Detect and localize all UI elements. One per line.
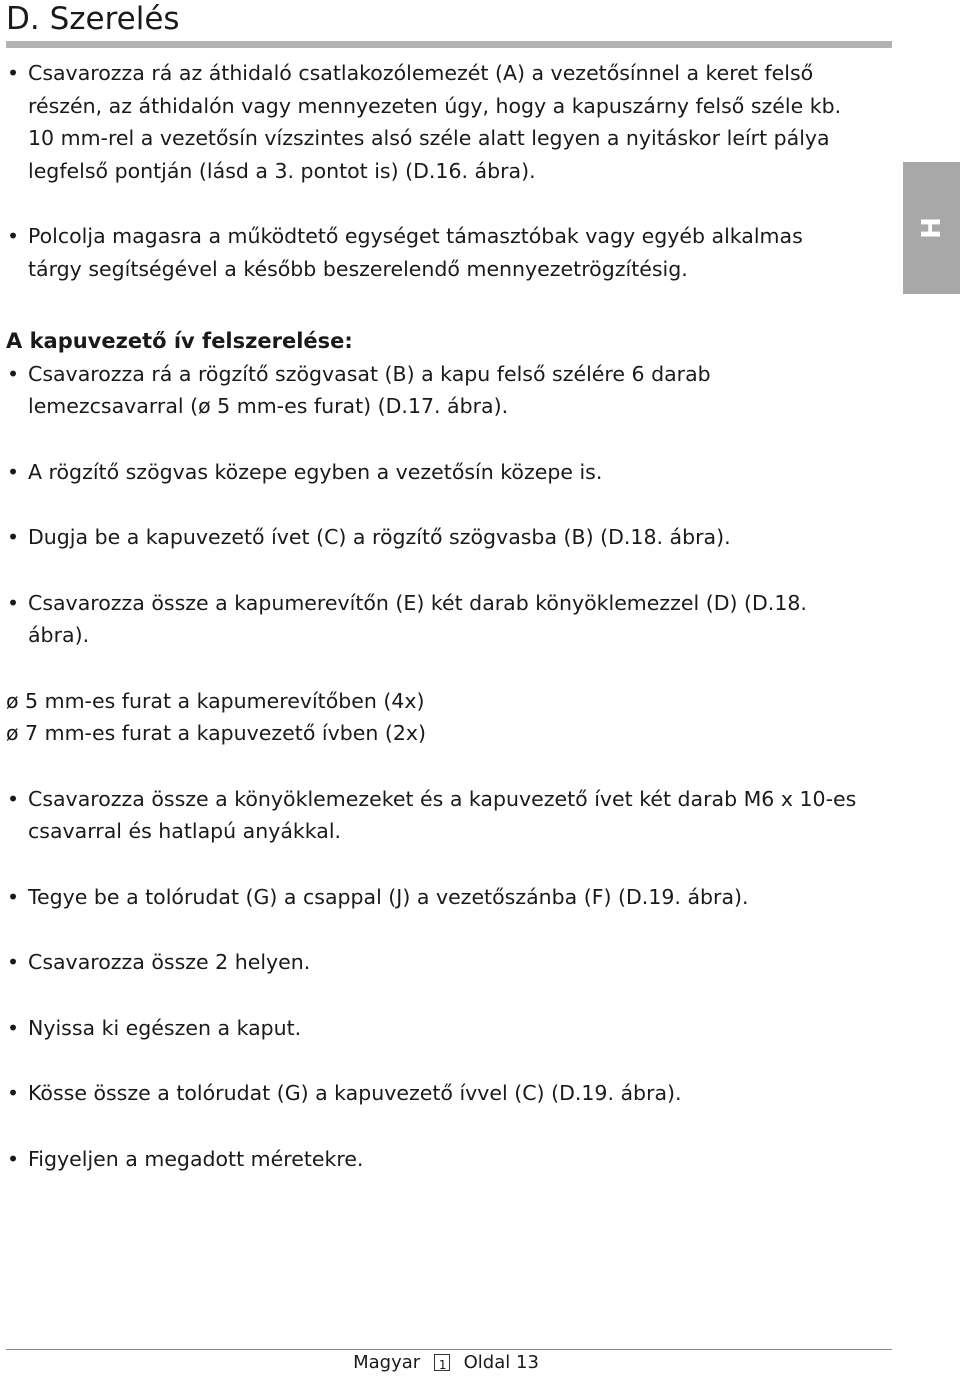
- hole-spec-line: ø 5 mm-es furat a kapumerevítőben (4x): [6, 688, 425, 713]
- bullet-icon: •: [7, 61, 20, 85]
- bullet-icon: •: [7, 590, 20, 615]
- bullet-icon: •: [7, 1015, 20, 1040]
- bullet-icon: •: [7, 950, 20, 974]
- bullet-icon: •: [7, 786, 20, 811]
- list-item: [6, 358, 861, 423]
- bullet-icon: •: [7, 224, 20, 248]
- page-title: D. Szerelés: [6, 1, 180, 37]
- section-heading: A kapuvezető ív felszerelése:: [6, 329, 353, 353]
- list-item-text: Csavarozza össze a kapumerevítőn (E) két darab könyöklemezzel (D) (D.18. ábra).: [28, 590, 807, 647]
- list-item-text: Dugja be a kapuvezető ívet (C) a rögzítő szögvasba (B) (D.18. ábra).: [28, 525, 731, 549]
- list-item-text: Kösse össze a tolórudat (G) a kapuvezető ívvel (C) (D.19. ábra).: [28, 1081, 682, 1105]
- list-item: [6, 521, 861, 554]
- list-item: [6, 783, 861, 848]
- bullet-icon: •: [7, 459, 20, 484]
- side-tab-label: H: [916, 217, 947, 239]
- list-item: [6, 587, 861, 652]
- footer-page-number: Oldal 13: [463, 1352, 539, 1373]
- list-item-text: Polcolja magasra a működtető egységet támasztóbak vagy egyéb alkalmas tárgy segítségével a később beszerelendő mennyezetrögzítésig.: [28, 224, 803, 281]
- list-item-text: A rögzítő szögvas közepe egyben a vezetősín közepe is.: [28, 459, 603, 484]
- language-side-tab: [903, 162, 960, 294]
- list-item-text: Csavarozza rá az áthidaló csatlakozólemezét (A) a vezetősínnel a keret felső részén, az áthidalón vagy mennyezeten úgy, hogy a kapuszárny felső széle kb. 10 mm-rel a vezetősín vízszintes alsó széle alatt legyen a nyitáskor leírt pálya legfelső pontján (lásd a 3. pontot is) (D.16. ábra).: [28, 61, 842, 183]
- list-item-text: Tegye be a tolórudat (G) a csappal (J) a vezetőszánba (F) (D.19. ábra).: [28, 884, 749, 909]
- list-item: [6, 57, 861, 187]
- list-item: [6, 220, 861, 285]
- list-item: [6, 946, 861, 979]
- list-item-text: Csavarozza össze 2 helyen.: [28, 950, 311, 974]
- list-item-text: Nyissa ki egészen a kaput.: [28, 1015, 302, 1040]
- bullet-icon: •: [7, 525, 20, 549]
- list-item: [6, 456, 861, 489]
- page-footer: [0, 1351, 892, 1375]
- bullet-icon: •: [7, 361, 20, 386]
- bullet-icon: •: [7, 884, 20, 909]
- list-item: [6, 1077, 861, 1110]
- list-item: [6, 1012, 861, 1045]
- hole-spec-line: ø 7 mm-es furat a kapuvezető ívben (2x): [6, 721, 427, 745]
- bullet-icon: •: [7, 1081, 20, 1105]
- list-item-text: Csavarozza rá a rögzítő szögvasat (B) a kapu felső szélére 6 darab lemezcsavarral (ø 5 mm-es furat) (D.17. ábra).: [28, 361, 711, 418]
- list-item: [6, 881, 861, 914]
- list-item-text: Csavarozza össze a könyöklemezeket és a kapuvezető ívet két darab M6 x 10-es csavarral és hatlapú anyákkal.: [28, 786, 857, 843]
- footer-language: Magyar: [353, 1352, 421, 1373]
- hole-specs: [6, 685, 861, 750]
- list-item-text: Figyeljen a megadott méretekre.: [28, 1146, 364, 1171]
- bullet-icon: •: [7, 1146, 20, 1171]
- footer-rule: [6, 1349, 892, 1350]
- instructions-body: [6, 57, 861, 1208]
- title-rule: [6, 41, 892, 48]
- list-item: [6, 1143, 861, 1176]
- book-icon: [434, 1354, 450, 1371]
